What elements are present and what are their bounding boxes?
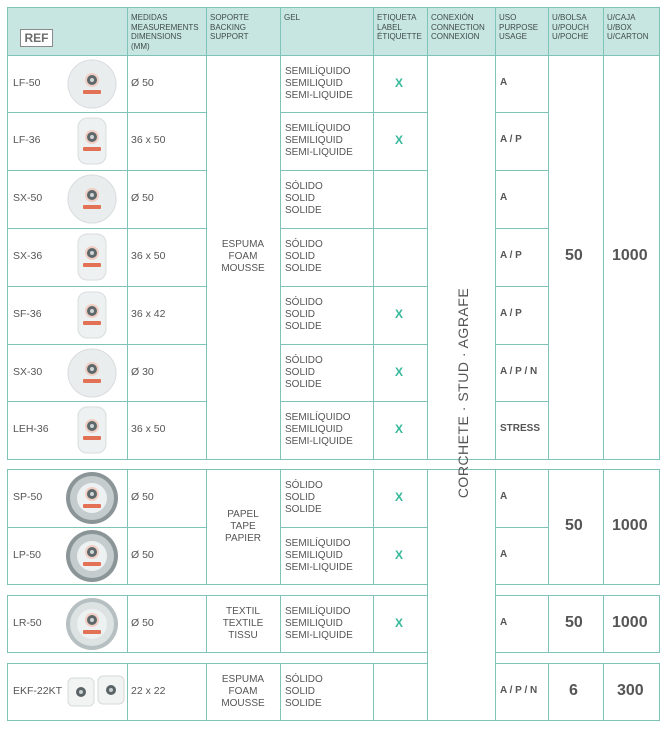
round-foam-electrode-icon: [62, 56, 122, 112]
gel-line: SOLID: [285, 492, 316, 503]
backing-line: PAPEL: [227, 509, 259, 520]
dimension-value: 36 x 42: [131, 308, 166, 320]
gel-type: [285, 606, 353, 642]
gel-line: SÓLIDO: [285, 355, 323, 366]
round-textile-electrode-icon: [62, 596, 122, 652]
gel-line: SEMILIQUID: [285, 135, 343, 146]
header-dimensions-line: DIMENSIONS: [131, 32, 182, 41]
dimension-value: 36 x 50: [131, 250, 166, 262]
label-check: X: [395, 490, 404, 504]
gel-type: [285, 412, 353, 448]
backing-line: MOUSSE: [221, 698, 265, 709]
units-per-pouch: 50: [565, 614, 583, 631]
backing-line: TISSU: [228, 630, 258, 641]
usage-value: A / P: [500, 250, 522, 261]
gel-line: SOLIDE: [285, 698, 322, 709]
header-backing-line: SOPORTE: [210, 13, 249, 22]
backing-line: TAPE: [230, 521, 256, 532]
gel-line: SÓLIDO: [285, 674, 323, 685]
units-per-box: 1000: [612, 517, 648, 534]
usage-value: A: [500, 549, 508, 560]
gel-line: SEMI-LIQUIDE: [285, 562, 353, 573]
ref-code: SX-36: [13, 250, 43, 262]
gel-line: SEMI-LIQUIDE: [285, 436, 353, 447]
header-box-line: U/BOX: [607, 22, 632, 32]
gel-line: SOLIDE: [285, 263, 322, 274]
header-dimensions-line: (MM): [131, 41, 150, 51]
usage-value: A: [500, 491, 508, 502]
gel-line: SÓLIDO: [285, 239, 323, 250]
round-foam-electrode-icon: [62, 345, 122, 401]
round-foam-electrode-icon: [62, 171, 122, 227]
dimension-value: 22 x 22: [131, 685, 166, 697]
header-ref-cell: [7, 7, 128, 56]
gel-line: SEMILIQUID: [285, 550, 343, 561]
usage-value: A: [500, 77, 508, 88]
units-per-pouch: 50: [565, 247, 583, 264]
rect-foam-electrode-icon: [62, 229, 122, 285]
units-per-pouch: 6: [569, 682, 578, 699]
header-connection-line: CONEXIÓN: [431, 13, 474, 22]
header-connection-line: CONNECTION: [431, 22, 485, 32]
usage-value: A: [500, 617, 508, 628]
gel-line: SEMILIQUID: [285, 618, 343, 629]
round-tape-electrode-icon: [62, 470, 122, 526]
backing-material: [206, 606, 280, 642]
header-usage-cell: [495, 7, 549, 56]
gel-line: SOLIDE: [285, 504, 322, 515]
ref-code: LR-50: [13, 617, 42, 629]
label-check: X: [395, 76, 404, 90]
ref-code: SP-50: [13, 491, 43, 503]
rect-foam-electrode-icon: [62, 287, 122, 343]
header-gel-line: GEL: [284, 13, 301, 22]
header-dimensions-cell: [127, 7, 207, 56]
header-pouch-line: U/POUCH: [552, 22, 589, 32]
gel-line: SEMILÍQUIDO: [285, 606, 351, 617]
header-pouch-line: U/BOLSA: [552, 13, 587, 22]
connection-cell-bottom: [427, 469, 496, 721]
backing-line: ESPUMA: [221, 239, 265, 250]
backing-line: ESPUMA: [221, 674, 265, 685]
gel-line: SEMILIQUID: [285, 78, 343, 89]
gel-type: [285, 355, 323, 391]
header-pouch-line: U/POCHE: [552, 32, 589, 41]
dimension-value: Ø 50: [131, 77, 154, 89]
dimension-value: 36 x 50: [131, 134, 166, 146]
round-tape-electrode-icon: [62, 528, 122, 584]
dimension-value: Ø 50: [131, 549, 154, 561]
gel-line: SEMILÍQUIDO: [285, 412, 351, 423]
header-box-line: U/CARTON: [607, 32, 649, 41]
gel-line: SEMILÍQUIDO: [285, 66, 351, 77]
header-box-cell: [603, 7, 660, 56]
backing-line: PAPIER: [225, 533, 261, 544]
header-pouch-cell: [548, 7, 604, 56]
backing-material: [206, 674, 280, 710]
label-check: X: [395, 548, 404, 562]
header-connection-cell: [427, 7, 496, 56]
dimension-value: Ø 50: [131, 491, 154, 503]
connection-label: CORCHETE · STUD · AGRAFE: [455, 287, 471, 499]
gel-type: [285, 66, 353, 102]
header-usage-line: USAGE: [499, 32, 528, 41]
backing-line: TEXTIL: [226, 606, 260, 617]
units-per-box: 1000: [612, 247, 648, 264]
header-label-line: ETIQUETA: [377, 13, 417, 22]
gel-line: SEMILIQUID: [285, 424, 343, 435]
header-label-cell: [373, 7, 428, 56]
header-backing-cell: [206, 7, 281, 56]
usage-value: A: [500, 192, 508, 203]
label-cell: [373, 170, 428, 229]
label-check: X: [395, 616, 404, 630]
gel-line: SEMILÍQUIDO: [285, 538, 351, 549]
dimension-value: 36 x 50: [131, 423, 166, 435]
gel-line: SEMI-LIQUIDE: [285, 630, 353, 641]
label-check: X: [395, 307, 404, 321]
usage-value: A / P / N: [500, 366, 538, 377]
ref-header-label: REF: [20, 29, 53, 47]
header-label-line: ÉTIQUETTE: [377, 32, 422, 41]
units-per-pouch: 50: [565, 517, 583, 534]
gel-line: SÓLIDO: [285, 181, 323, 192]
dimension-value: Ø 30: [131, 366, 154, 378]
label-cell: [373, 663, 428, 721]
dimension-value: Ø 50: [131, 192, 154, 204]
gel-type: [285, 538, 353, 574]
header-usage-line: USO: [499, 13, 517, 22]
gel-line: SOLID: [285, 309, 316, 320]
gel-type: [285, 181, 323, 217]
gel-type: [285, 239, 323, 275]
rect-foam-electrode-icon: [62, 113, 122, 169]
usage-value: A / P / N: [500, 685, 538, 696]
gel-line: SOLIDE: [285, 321, 322, 332]
backing-line: FOAM: [228, 251, 258, 262]
label-check: X: [395, 365, 404, 379]
units-per-box: 300: [617, 682, 644, 699]
header-backing-line: BACKING: [210, 22, 247, 32]
usage-value: A / P: [500, 308, 522, 319]
gel-type: [285, 297, 323, 333]
gel-line: SEMI-LIQUIDE: [285, 147, 353, 158]
backing-material: [206, 509, 280, 545]
header-label-line: LABEL: [377, 22, 402, 32]
ref-code: SX-30: [13, 366, 43, 378]
gel-line: SEMI-LIQUIDE: [285, 90, 353, 101]
header-usage-line: PURPOSE: [499, 22, 539, 32]
label-check: X: [395, 133, 404, 147]
ref-code: EKF-22KT: [13, 685, 63, 697]
backing-line: MOUSSE: [221, 263, 265, 274]
gel-type: [285, 123, 353, 159]
dimension-value: Ø 50: [131, 617, 154, 629]
gel-line: SOLID: [285, 193, 316, 204]
header-dimensions-line: MEDIDAS: [131, 13, 168, 22]
header-dimensions-line: MEASUREMENTS: [131, 22, 199, 32]
ref-code: LP-50: [13, 549, 42, 561]
gel-line: SEMILÍQUIDO: [285, 123, 351, 134]
header-box-line: U/CAJA: [607, 13, 636, 22]
usage-value: A / P: [500, 134, 522, 145]
units-per-box: 1000: [612, 614, 648, 631]
ref-code: LF-36: [13, 134, 41, 146]
rect-foam-electrode-icon: [62, 402, 122, 458]
usage-value: STRESS: [500, 423, 541, 434]
gel-line: SOLID: [285, 367, 316, 378]
gel-line: SOLIDE: [285, 379, 322, 390]
label-cell: [373, 228, 428, 287]
ref-code: SX-50: [13, 192, 43, 204]
ref-code: LEH-36: [13, 423, 49, 435]
header-connection-line: CONNEXION: [431, 32, 480, 41]
backing-line: FOAM: [228, 686, 258, 697]
header-backing-line: SUPPORT: [210, 32, 249, 41]
gel-line: SOLID: [285, 686, 316, 697]
gel-line: SOLIDE: [285, 205, 322, 216]
gel-line: SÓLIDO: [285, 480, 323, 491]
gel-line: SÓLIDO: [285, 297, 323, 308]
gel-type: [285, 674, 323, 710]
ref-code: LF-50: [13, 77, 41, 89]
gel-line: SOLID: [285, 251, 316, 262]
backing-material: [206, 239, 280, 275]
backing-line: TEXTILE: [222, 618, 264, 629]
gel-type: [285, 480, 323, 516]
label-check: X: [395, 422, 404, 436]
small-square-electrode-icon: [66, 664, 128, 720]
header-gel-cell: [280, 7, 374, 56]
ref-code: SF-36: [13, 308, 42, 320]
